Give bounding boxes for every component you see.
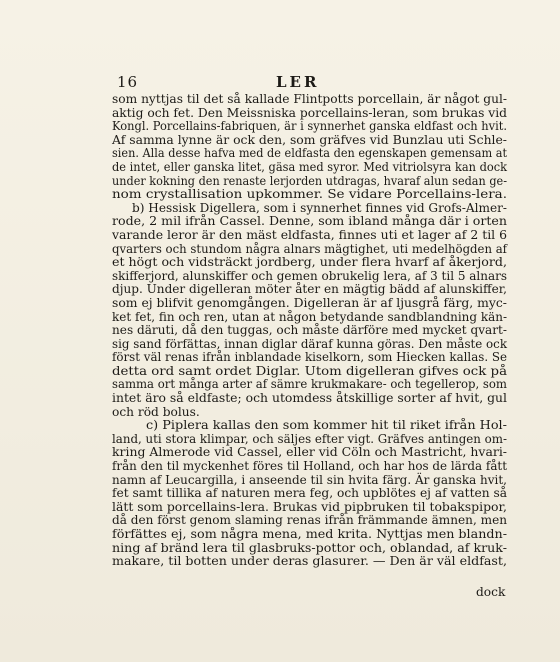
running-head: LER xyxy=(276,73,320,91)
text-line: Af samma lynne är ock den, som gräfves vid Bunzlau uti Schle- xyxy=(112,132,507,147)
text-line: då den först genom slaming renas ifrån främmande ämnen, men xyxy=(112,513,507,528)
text-line: djup. Under digelleran möter åter en mägtig bädd af alunskiffer, xyxy=(112,282,507,297)
text-line: som ej blifvit genomgången. Digelleran är af ljusgrå färg, myc- xyxy=(112,295,507,310)
text-line: c) Piplera kallas den som kommer hit til riket ifrån Hol- xyxy=(146,418,507,433)
text-line: först väl renas ifrån inblandade kiselkorn, som Hiecken kallas. Se xyxy=(112,350,507,365)
text-line: lätt som porcellains-lera. Brukas vid pipbruken til tobakspipor, xyxy=(112,499,507,514)
text-line: aktig och fet. Den Meissniska porcellains-leran, som brukas vid xyxy=(112,105,508,120)
text-line: qvarters och stundom några alnars mägtighet, uti medelhögden af xyxy=(112,241,507,256)
text-line: förfättes ej, som några mena, med krita. Nyttjas men blandn- xyxy=(112,527,507,541)
text-line: rode, 2 mil ifrån Cassel. Denne, som ibland många där i orten xyxy=(112,214,507,229)
text-line: från den til myckenhet föres til Holland, och har hos de lärda fått xyxy=(112,459,507,474)
text-line: detta ord samt ordet Diglar. Utom digelleran gifves ock på xyxy=(112,363,508,378)
text-line: varande leror är den mäst eldfasta, finnes uti et lager af 2 til 6 xyxy=(112,227,507,242)
page-number: 16 xyxy=(117,73,139,91)
text-line: b) Hessisk Digellera, som i synnerhet finnes vid Grofs-Almer- xyxy=(132,200,507,215)
text-line: et högt och vidsträckt jordberg, under flera hvarf af åkerjord, xyxy=(112,255,507,270)
text-line: makare, til botten under deras glasurer. — Den är väl eldfast, xyxy=(112,554,507,569)
text-line: under kokning den renaste lerjorden utdragas, hvaraf alun sedan ge- xyxy=(112,173,507,188)
text-line: sig sand förfättas, innan diglar däraf kunna göras. Den måste ock xyxy=(112,336,507,351)
text-line: och röd bolus. xyxy=(112,404,200,419)
text-line: nes däruti, då den tuggas, och måste därföre med mycket qvart- xyxy=(112,323,507,338)
body-text xyxy=(112,93,507,569)
text-line: land, uti stora klimpar, och säljes efter vigt. Gräfves antingen om- xyxy=(112,431,507,446)
text-line: ket fet, fin och ren, utan at någon betydande sandblandning kän- xyxy=(112,309,507,324)
text-line: samma ort många arter af sämre krukmakare- och tegellerор, som xyxy=(112,377,507,392)
catchword: dock xyxy=(476,585,506,599)
text-line: namn af Leucargilla, i anseende til sin hvita färg. Är ganska hvit, xyxy=(112,472,507,487)
text-line: som nyttjas til det så kallade Flintpotts porcellain, är något gul- xyxy=(112,92,507,106)
text-line: Kongl. Porcellains-fabriquen, är i synnerhet ganska eldfast och hvit. xyxy=(112,119,507,134)
text-line: nom crystallisation upkommer. Se vidare Porcellains-lera. xyxy=(112,187,507,202)
text-line: de intet, eller ganska litet, gäsa med syror. Med vitriolsyra kan dock xyxy=(112,159,507,174)
text-line: fet samt tillika af naturen mera feg, och upblötes ej af vatten så xyxy=(112,486,507,501)
text-line: intet äro så eldfaste; och utomdess åtskillige sorter af hvit, gul xyxy=(112,391,507,406)
text-line: sien. Alla desse hafva med de eldfasta den egenskapen gemensam at xyxy=(112,146,507,161)
text-line: kring Almerode vid Cassel, eller vid Cöln och Mastricht, hvari- xyxy=(112,445,508,460)
text-line: ning af bränd lera til glasbruks-pottor och, oblandad, af kruk- xyxy=(112,540,507,555)
text-line: skifferjord, alunskiffer och gemen obrukelig lera, af 3 til 5 alnars xyxy=(112,268,507,283)
